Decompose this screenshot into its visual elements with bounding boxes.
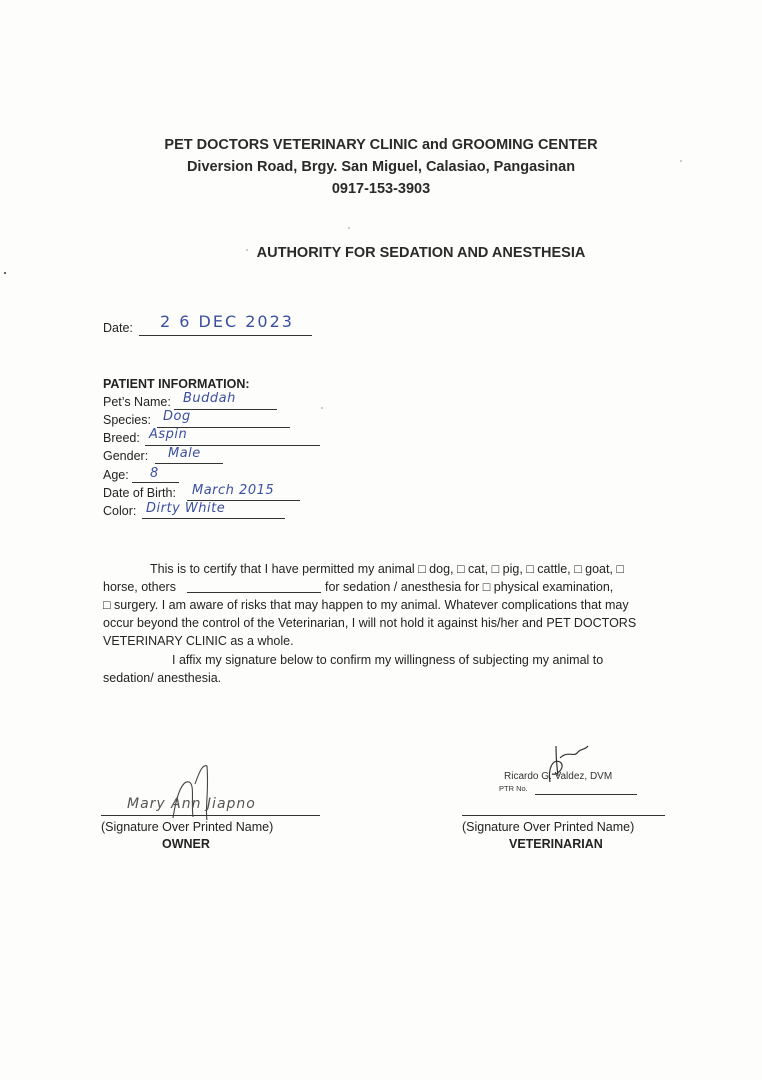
breed-value: Aspin (149, 427, 188, 442)
scan-speck (246, 249, 248, 251)
form-title: AUTHORITY FOR SEDATION AND ANESTHESIA (256, 245, 586, 261)
breed-label: Breed: (103, 431, 140, 445)
pets-name-label: Pet’s Name: (103, 395, 171, 409)
body-line-2b: for sedation / anesthesia for □ physical examination, (325, 580, 614, 594)
vet-ptr-line (535, 794, 637, 795)
body-line-6: I affix my signature below to confirm my willingness of subjecting my animal to (172, 653, 604, 667)
body-line-7: sedation/ anesthesia. (103, 671, 222, 685)
owner-role: OWNER (162, 837, 210, 851)
clinic-name: PET DOCTORS VETERINARY CLINIC and GROOMING CENTER (164, 137, 598, 153)
scan-speck (321, 407, 323, 409)
gender-label: Gender: (103, 449, 149, 463)
vet-ptr-label: PTR No. (499, 784, 528, 793)
dob-value: March 2015 (192, 483, 275, 498)
gender-line (155, 463, 223, 464)
color-line (142, 518, 285, 519)
patient-info-heading: PATIENT INFORMATION: (103, 377, 250, 391)
species-label: Species: (103, 413, 151, 427)
others-line (187, 592, 321, 593)
body-line-4: occur beyond the control of the Veterinarian, I will not hold it against his/her and PET DOCTORS (103, 616, 637, 630)
body-line-2a: horse, others (103, 580, 176, 594)
color-label: Color: (103, 504, 137, 518)
age-label: Age: (103, 468, 129, 482)
owner-signature-line (101, 815, 320, 816)
scan-speck (680, 160, 682, 162)
date-line (139, 335, 312, 336)
date-value: 2 6 DEC 2023 (160, 312, 294, 331)
gender-value: Male (168, 446, 201, 461)
owner-signature-mark (155, 762, 265, 822)
scan-speck (4, 272, 6, 274)
vet-caption: (Signature Over Printed Name) (462, 820, 635, 834)
date-label: Date: (103, 321, 133, 335)
color-value: Dirty White (146, 501, 226, 516)
pets-name-value: Buddah (183, 391, 236, 406)
vet-printed-name: Ricardo G. Valdez, DVM (504, 771, 613, 782)
scan-speck (348, 227, 350, 229)
owner-printed-name: Mary Ann Jiapno (127, 796, 256, 812)
dob-label: Date of Birth: (103, 486, 176, 500)
clinic-phone: 0917-153-3903 (331, 181, 431, 197)
body-line-5: VETERINARY CLINIC as a whole. (103, 634, 294, 648)
body-line-1: This is to certify that I have permitted my animal □ dog, □ cat, □ pig, □ cattle, □ goat, □ (150, 562, 624, 576)
owner-caption: (Signature Over Printed Name) (101, 820, 274, 834)
body-line-3: □ surgery. I am aware of risks that may happen to my animal. Whatever complications that may (103, 598, 629, 612)
clinic-address: Diversion Road, Brgy. San Miguel, Calasiao, Pangasinan (186, 159, 576, 175)
vet-role: VETERINARIAN (509, 837, 603, 851)
age-value: 8 (150, 466, 159, 481)
species-value: Dog (163, 409, 191, 424)
age-line (132, 482, 179, 483)
vet-signature-line (462, 815, 665, 816)
